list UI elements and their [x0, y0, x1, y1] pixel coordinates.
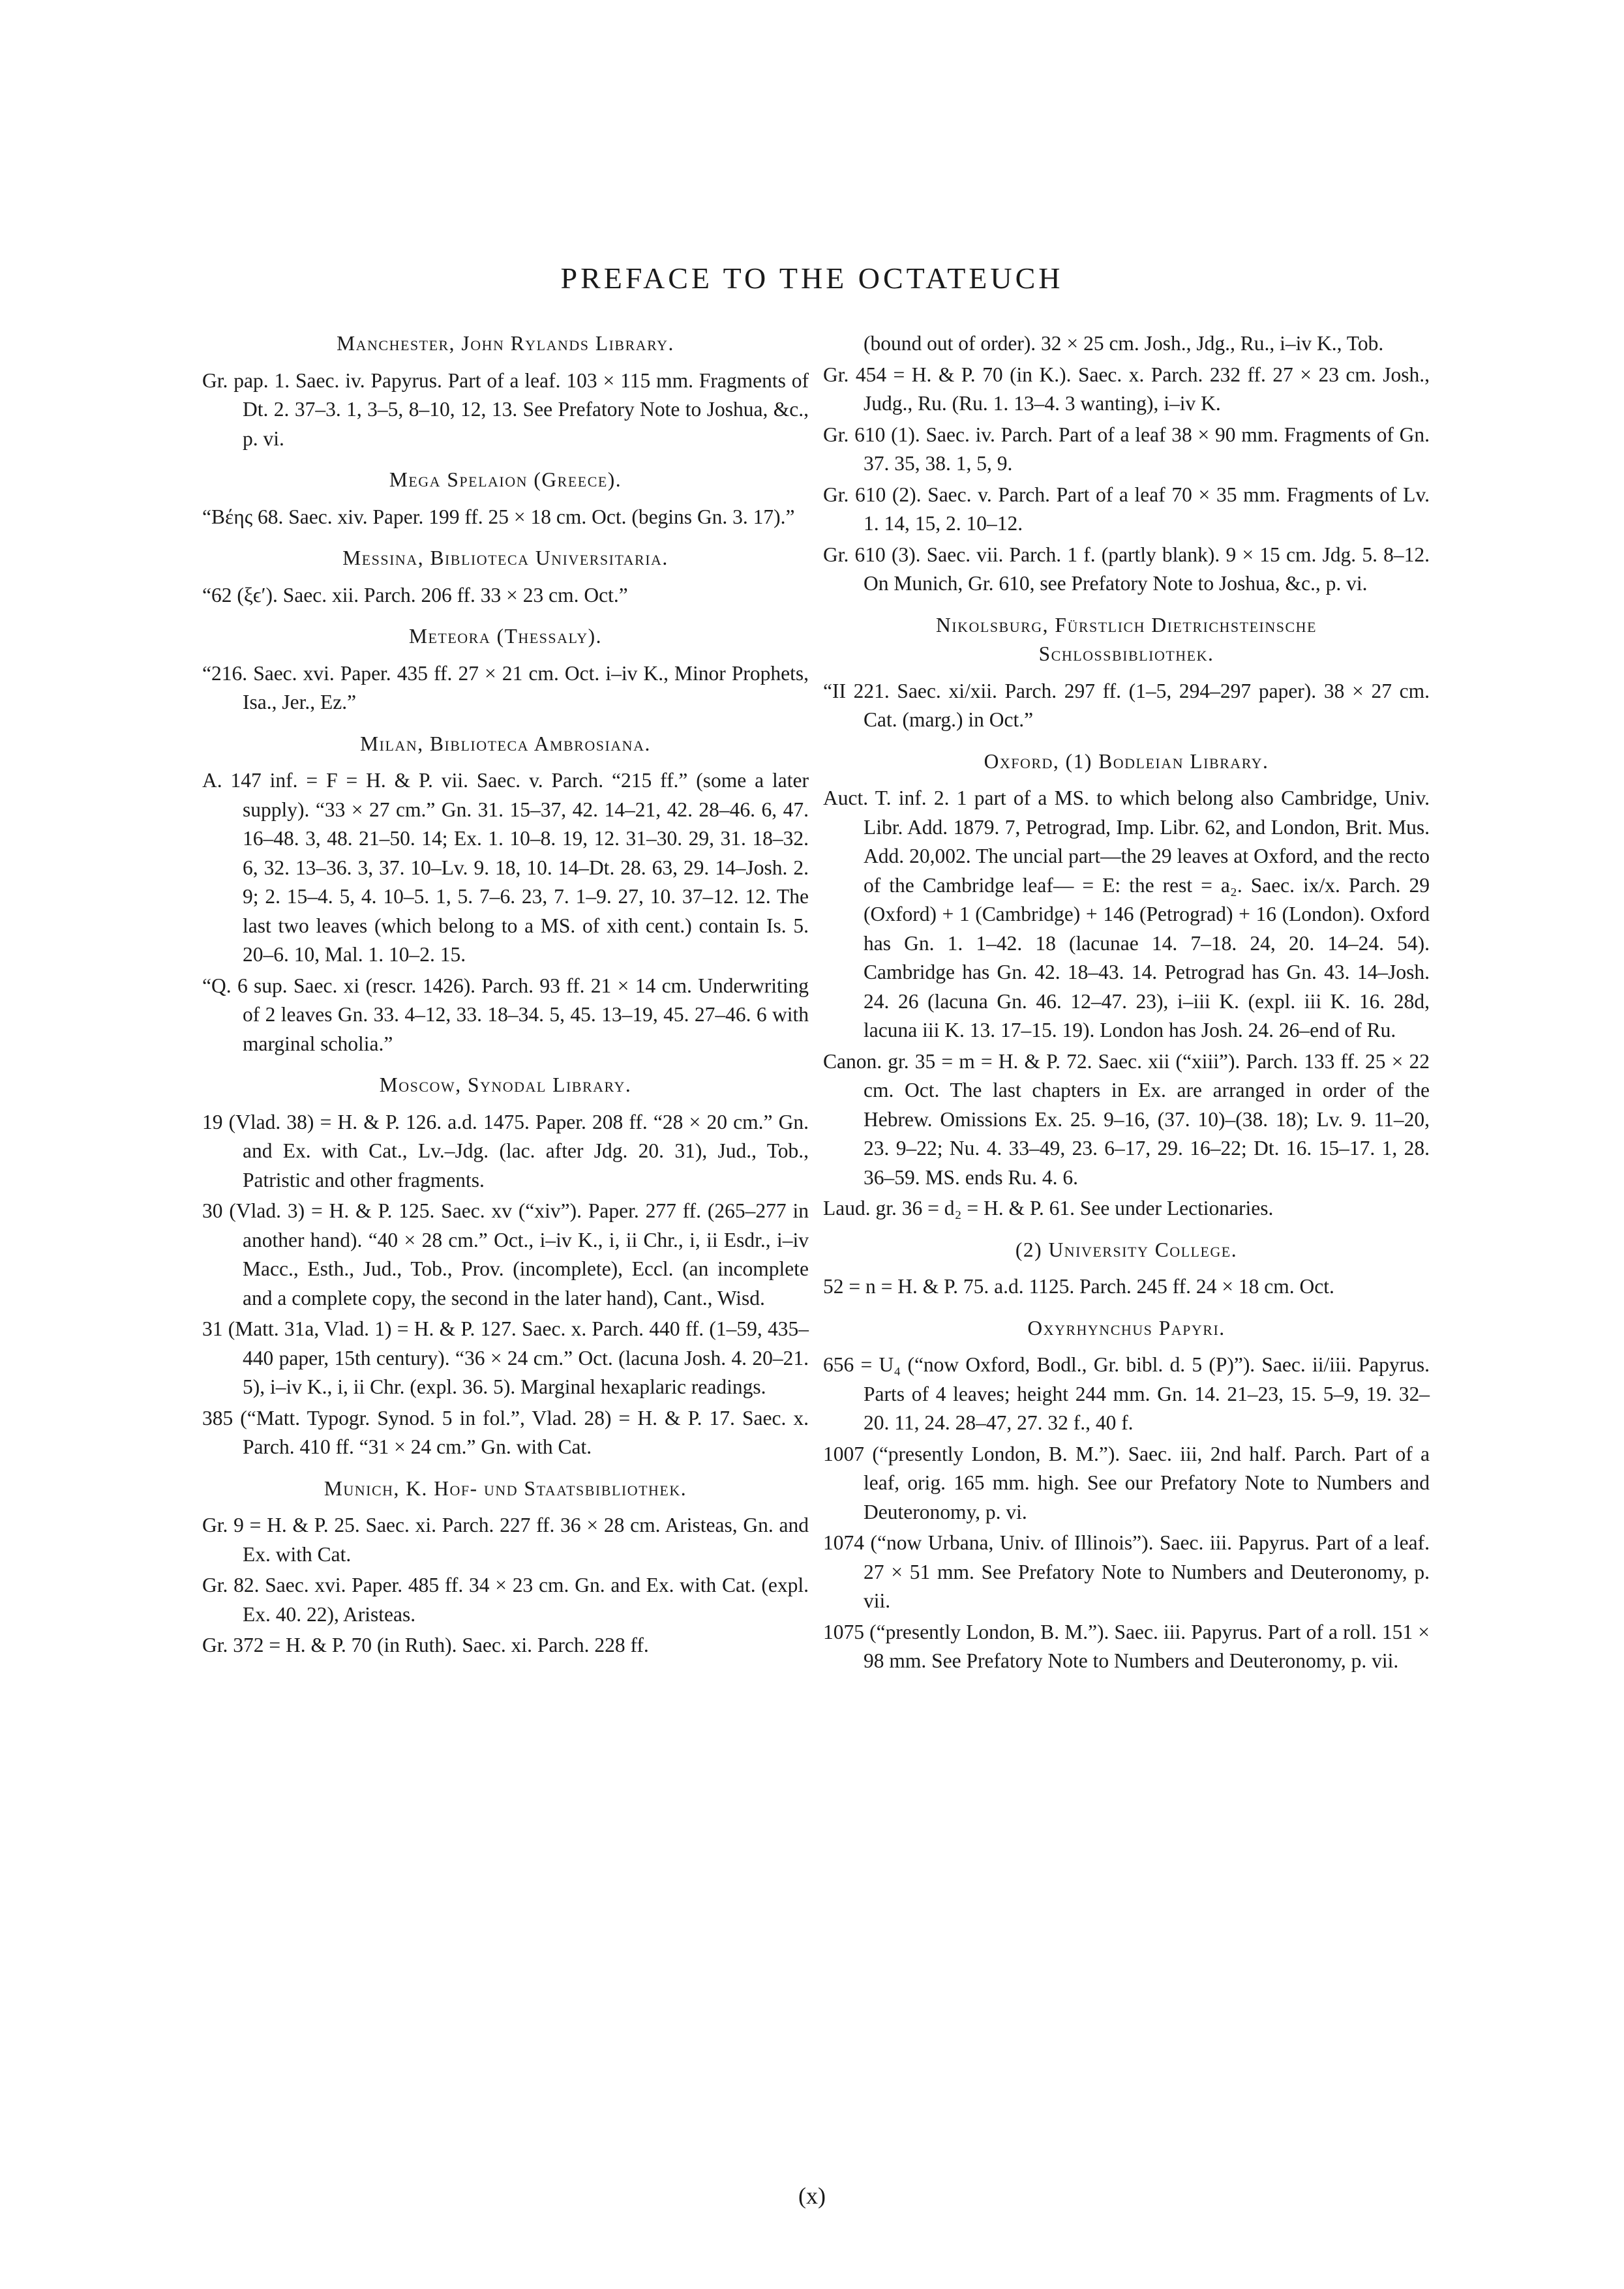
entry-moscow-2: 30 (Vlad. 3) = H. & P. 125. Saec. xv (“xiv”). Paper. 277 ff. (265–277 in another hand). “40 × 28 cm.” Oct., i–iv K., i, ii Chr., i, ii Esdr., i–iv Macc., Esth., Jud., Tob., Prov. (incomplete), Eccl. (an incomplete and a complete copy, the second in the later hand), Cant., Wisd.	[202, 1199, 809, 1309]
section-heading-university-college: (2) University College.	[1015, 1238, 1238, 1261]
page-number: (x)	[798, 2183, 826, 2209]
entry-nikolsburg-1: “II 221. Saec. xi/xii. Parch. 297 ff. (1–5, 294–297 paper). 38 × 27 cm. Cat. (marg.) in Oct.”	[823, 679, 1430, 731]
left-column	[202, 329, 809, 1662]
section-heading-moscow: Moscow, Synodal Library.	[379, 1073, 632, 1096]
entry-munich-1: Gr. 9 = H. & P. 25. Saec. xi. Parch. 227 ff. 36 × 28 cm. Aristeas, Gn. and Ex. with Cat.	[202, 1514, 809, 1566]
entry-mega-1: “Βέης 68. Saec. xiv. Paper. 199 ff. 25 × 18 cm. Oct. (begins Gn. 3. 17).”	[202, 505, 795, 528]
entry-oxy-4: 1075 (“presently London, B. M.”). Saec. iii. Papyrus. Part of a roll. 151 × 98 mm. See Prefatory Note to Numbers and Deuteronomy, p. vii.	[823, 1620, 1430, 1672]
section-heading-mega-spelaion: Mega Spelaion (Greece).	[389, 468, 622, 491]
entry-manchester-1: Gr. pap. 1. Saec. iv. Papyrus. Part of a leaf. 103 × 115 mm. Fragments of Dt. 2. 37–3. 1, 3–5, 8–10, 12, 13. See Prefatory Note to Joshua, &c., p. vi.	[202, 368, 809, 450]
section-heading-meteora: Meteora (Thessaly).	[408, 625, 603, 648]
entry-oxford-2: Canon. gr. 35 = m = H. & P. 72. Saec. xii (“xiii”). Parch. 133 ff. 25 × 22 cm. Oct. The last chapters in Ex. are arranged in order of the Hebrew. Omissions Ex. 25. 9–16, (37. 10)–(38. 18); Lv. 9. 11–20, 23. 9–22; Nu. 4. 33–49, 23. 6–17, 29. 16–22; Dt. 16. 15–17. 1, 28. 36–59. MS. ends Ru. 4. 6.	[823, 1049, 1430, 1189]
entry-munich-5: Gr. 610 (1). Saec. iv. Parch. Part of a leaf 38 × 90 mm. Fragments of Gn. 37. 35, 38. 1, 5, 9.	[823, 423, 1430, 475]
page-title: PREFACE TO THE OCTATEUCH	[560, 262, 1064, 295]
entry-munich-2: Gr. 82. Saec. xvi. Paper. 485 ff. 34 × 23 cm. Gn. and Ex. with Cat. (expl. Ex. 40. 22), Aristeas.	[202, 1574, 809, 1626]
entry-munich-7: Gr. 610 (3). Saec. vii. Parch. 1 f. (partly blank). 9 × 15 cm. Jdg. 5. 8–12. On Munich, Gr. 610, see Prefatory Note to Joshua, &c., p. vi.	[823, 543, 1430, 595]
entry-oxy-1: 656 = U₄ (“now Oxford, Bodl., Gr. bibl. d. 5 (P)”). Saec. ii/iii. Papyrus. Parts of 4 leaves; height 244 mm. Gn. 14. 21–23, 15. 5–9, 19. 32–20. 11, 24. 28–47, 27. 32 f., 40 f.	[823, 1353, 1430, 1434]
entry-munich-6: Gr. 610 (2). Saec. v. Parch. Part of a leaf 70 × 35 mm. Fragments of Lv. 1. 14, 15, 2. 10–12.	[823, 483, 1430, 535]
section-heading-messina: Messina, Biblioteca Universitaria.	[342, 546, 669, 569]
entry-moscow-1: 19 (Vlad. 38) = H. & P. 126. a.d. 1475. Paper. 208 ff. “28 × 20 cm.” Gn. and Ex. with Cat., Lv.–Jdg. (lac. after Jdg. 20. 31), Jud., Tob., Patristic and other fragments.	[202, 1110, 809, 1191]
heading-line-2: Schlossbibliothek.	[1038, 642, 1214, 665]
entry-university-1: 52 = n = H. & P. 75. a.d. 1125. Parch. 245 ff. 24 × 18 cm. Oct.	[823, 1275, 1334, 1298]
entry-oxford-1: Auct. T. inf. 2. 1 part of a MS. to which belong also Cambridge, Univ. Libr. Add. 1879. 7, Petrograd, Imp. Libr. 62, and London, Brit. Mus. Add. 20,002. The uncial part—the 29 leaves at Oxford, and the recto of the Cambridge leaf— = E: the rest = a₂. Saec. ix/x. Parch. 29 (Oxford) + 1 (Cambridge) + 146 (Petrograd) + 16 (London). Oxford has Gn. 1. 1–42. 18 (lacunae 14. 7–18. 24, 20. 14–24. 54). Cambridge has Gn. 42. 18–43. 14. Petrograd has Gn. 43. 14–Josh. 24. 26 (lacuna Gn. 46. 12–47. 23), i–iii K. (expl. iii K. 16. 28d, lacuna iii K. 13. 17–15. 19). London has Josh. 24. 26–end of Ru.	[823, 786, 1430, 1041]
section-heading-oxford: Oxford, (1) Bodleian Library.	[984, 749, 1269, 773]
entry-munich-3: Gr. 372 = H. & P. 70 (in Ruth). Saec. xi. Parch. 228 ff.	[202, 1634, 649, 1656]
entry-moscow-3: 31 (Matt. 31a, Vlad. 1) = H. & P. 127. Saec. x. Parch. 440 ff. (1–59, 435–440 paper, 15th century). “36 × 24 cm.” Oct. (lacuna Josh. 4. 20–21. 5), i–iv K., i, ii Chr. (expl. 36. 5). Marginal hexaplaric readings.	[202, 1317, 809, 1398]
entry-messina-1: “62 (ξϵ′). Saec. xii. Parch. 206 ff. 33 × 23 cm. Oct.”	[202, 583, 628, 606]
entry-milan-1: A. 147 inf. = F = H. & P. vii. Saec. v. Parch. “215 ff.” (some a later supply). “33 × 27 cm.” Gn. 31. 15–37, 42. 14–21, 42. 28–46. 6, 47. 16–48. 3, 48. 21–50. 14; Ex. 1. 10–8. 19, 12. 31–30. 29, 31. 18–32. 6, 32. 13–36. 3, 37. 10–Lv. 9. 18, 10. 14–Dt. 28. 63, 29. 14–Josh. 2. 9; 2. 15–4. 5, 4. 10–5. 1, 5. 7–6. 23, 7. 1–9. 27, 10. 37–12. 12. The last two leaves (which belong to a MS. of xith cent.) contain Is. 5. 20–6. 10, Mal. 1. 10–2. 15.	[202, 769, 809, 966]
entry-oxy-3: 1074 (“now Urbana, Univ. of Illinois”). Saec. iii. Papyrus. Part of a leaf. 27 × 51 mm. See Prefatory Note to Numbers and Deuteronomy, p. vii.	[823, 1531, 1430, 1612]
entry-oxford-3: Laud. gr. 36 = d₂ = H. & P. 61. See under Lectionaries.	[823, 1197, 1274, 1219]
section-heading-nikolsburg	[823, 611, 1430, 669]
right-column	[823, 329, 1430, 1678]
section-heading-oxyrhynchus: Oxyrhynchus Papyri.	[1027, 1316, 1226, 1339]
heading-line-1: Nikolsburg, Fürstlich Dietrichsteinsche	[936, 613, 1317, 636]
entry-moscow-4: 385 (“Matt. Typogr. Synod. 5 in fol.”, Vlad. 28) = H. & P. 17. Saec. x. Parch. 410 ff. “31 × 24 cm.” Gn. with Cat.	[202, 1406, 809, 1458]
entry-munich-continuation: (bound out of order). 32 × 25 cm. Josh., Jdg., Ru., i–iv K., Tob.	[864, 332, 1384, 355]
section-heading-milan: Milan, Biblioteca Ambrosiana.	[360, 732, 651, 755]
entry-munich-4: Gr. 454 = H. & P. 70 (in K.). Saec. x. Parch. 232 ff. 27 × 23 cm. Josh., Judg., Ru. (Ru. 1. 13–4. 3 wanting), i–iv K.	[823, 363, 1430, 415]
section-heading-munich: Munich, K. Hof- und Staatsbibliothek.	[323, 1476, 687, 1500]
entry-milan-2: “Q. 6 sup. Saec. xi (rescr. 1426). Parch. 93 ff. 21 × 14 cm. Underwriting of 2 leaves Gn. 33. 4–12, 33. 18–34. 5, 45. 13–19, 45. 27–46. 6 with marginal scholia.”	[202, 974, 809, 1055]
section-heading-manchester: Manchester, John Rylands Library.	[337, 332, 674, 355]
entry-meteora-1: “216. Saec. xvi. Paper. 435 ff. 27 × 21 cm. Oct. i–iv K., Minor Prophets, Isa., Jer., Ez.”	[202, 661, 809, 713]
entry-oxy-2: 1007 (“presently London, B. M.”). Saec. iii, 2nd half. Parch. Part of a leaf, orig. 165 mm. high. See our Prefatory Note to Numbers and Deuteronomy, p. vi.	[823, 1442, 1430, 1523]
